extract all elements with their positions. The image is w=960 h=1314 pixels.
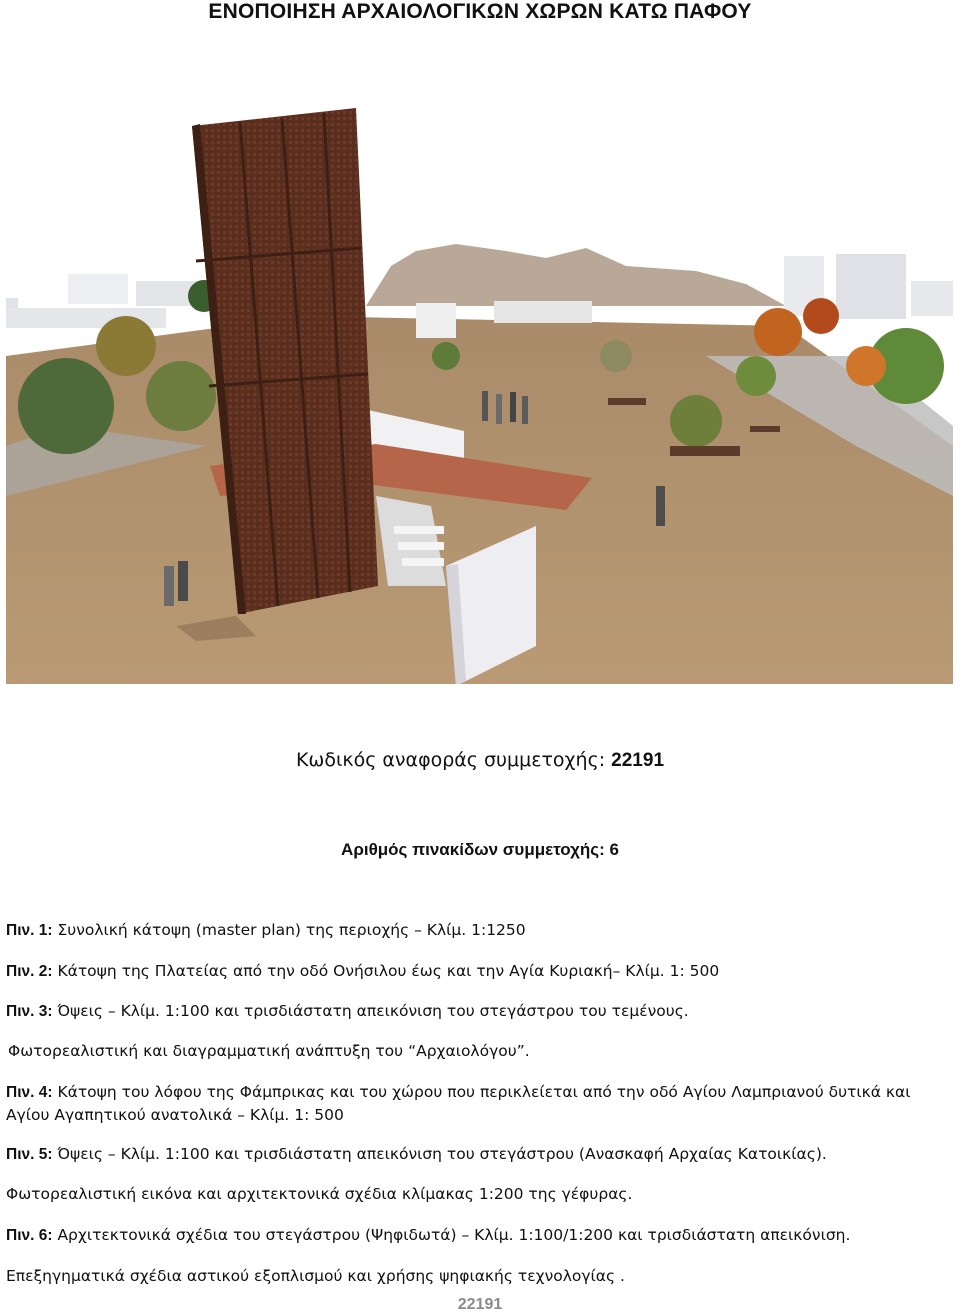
panels-count-line <box>0 840 960 860</box>
panel-prefix: Πιν. 1: <box>6 922 53 939</box>
photorealistic-render <box>6 26 953 684</box>
panels-count-value: 6 <box>609 840 619 859</box>
panel-text: Κάτοψη της Πλατείας από την οδό Ονήσιλου έως και την Αγία Κυριακή– Κλίμ. 1: 500 <box>57 962 720 980</box>
building <box>911 281 953 316</box>
tree <box>146 361 216 431</box>
person <box>522 396 528 424</box>
panel-prefix: Πιν. 3: <box>6 1003 53 1020</box>
panel-prefix: Πιν. 5: <box>6 1146 53 1163</box>
panel-item <box>6 1143 952 1166</box>
panel-item <box>8 1040 954 1062</box>
person <box>510 392 516 422</box>
panel-text: Όψεις – Κλίμ. 1:100 και τρισδιάστατη απεικόνιση του στεγάστρου του τεμένους. <box>57 1002 689 1020</box>
panel-item <box>6 1183 952 1205</box>
person <box>656 486 665 526</box>
reference-label: Κωδικός αναφοράς συμμετοχής: <box>295 749 606 771</box>
panel-item <box>6 919 952 942</box>
panel-prefix: Πιν. 2: <box>6 963 53 980</box>
panel-item <box>6 960 952 983</box>
tree <box>96 316 156 376</box>
reference-code-line <box>0 749 960 772</box>
pavilion <box>416 303 456 338</box>
pavilion <box>494 301 592 323</box>
footer-code: 22191 <box>457 1296 503 1313</box>
panel-text: Φωτορεαλιστική και διαγραμματική ανάπτυξη του “Αρχαιολόγου”. <box>8 1042 530 1060</box>
document-title: ΕΝΟΠΟΙΗΣΗ ΑΡΧΑΙΟΛΟΓΙΚΩΝ ΧΩΡΩΝ ΚΑΤΩ ΠΑΦΟΥ <box>208 0 752 23</box>
person <box>482 391 488 421</box>
panel-text: Φωτορεαλιστική εικόνα και αρχιτεκτονικά σχέδια κλίμακας 1:200 της γέφυρας. <box>6 1185 633 1203</box>
panel-text: Αρχιτεκτονικά σχέδια του στεγάστρου (Ψηφιδωτά) – Κλίμ. 1:100/1:200 και τρισδιάστατη απεικόνιση. <box>57 1226 851 1244</box>
panel-text: Κάτοψη του λόφου της Φάμπρικας και του χώρου που περικλείεται από την οδό Αγίου Λαμπριανού δυτικά και Αγίου Αγαπητικού ανατολικά – Κλίμ. 1: 500 <box>6 1083 911 1124</box>
tree <box>18 358 114 454</box>
tree <box>432 342 460 370</box>
panels-count-label: Αριθμός πινακίδων συμμετοχής: <box>341 840 605 859</box>
panel-item <box>6 1081 952 1126</box>
person <box>178 561 188 601</box>
tree <box>600 340 632 372</box>
building <box>68 274 128 304</box>
reference-code: 22191 <box>611 750 665 771</box>
panel-item <box>6 1224 952 1247</box>
render-illustration <box>6 26 953 684</box>
panel-prefix: Πιν. 4: <box>6 1084 53 1101</box>
panel-item <box>6 1000 952 1023</box>
person <box>496 394 502 424</box>
building <box>836 254 906 319</box>
tree <box>846 346 886 386</box>
tree <box>754 308 802 356</box>
panel-prefix: Πιν. 6: <box>6 1227 53 1244</box>
tree <box>670 395 722 447</box>
panel-text: Συνολική κάτοψη (master plan) της περιοχής – Κλίμ. 1:1250 <box>57 921 526 939</box>
panel-item <box>6 1265 952 1287</box>
panel-text: Όψεις – Κλίμ. 1:100 και τρισδιάστατη απεικόνιση του στεγάστρου (Ανασκαφή Αρχαίας Κατοικίας). <box>57 1145 827 1163</box>
panel-text: Επεξηγηματικά σχέδια αστικού εξοπλισμού και χρήσης ψηφιακής τεχνολογίας . <box>6 1267 625 1285</box>
person <box>164 566 174 606</box>
tree <box>736 356 776 396</box>
tree <box>803 298 839 334</box>
